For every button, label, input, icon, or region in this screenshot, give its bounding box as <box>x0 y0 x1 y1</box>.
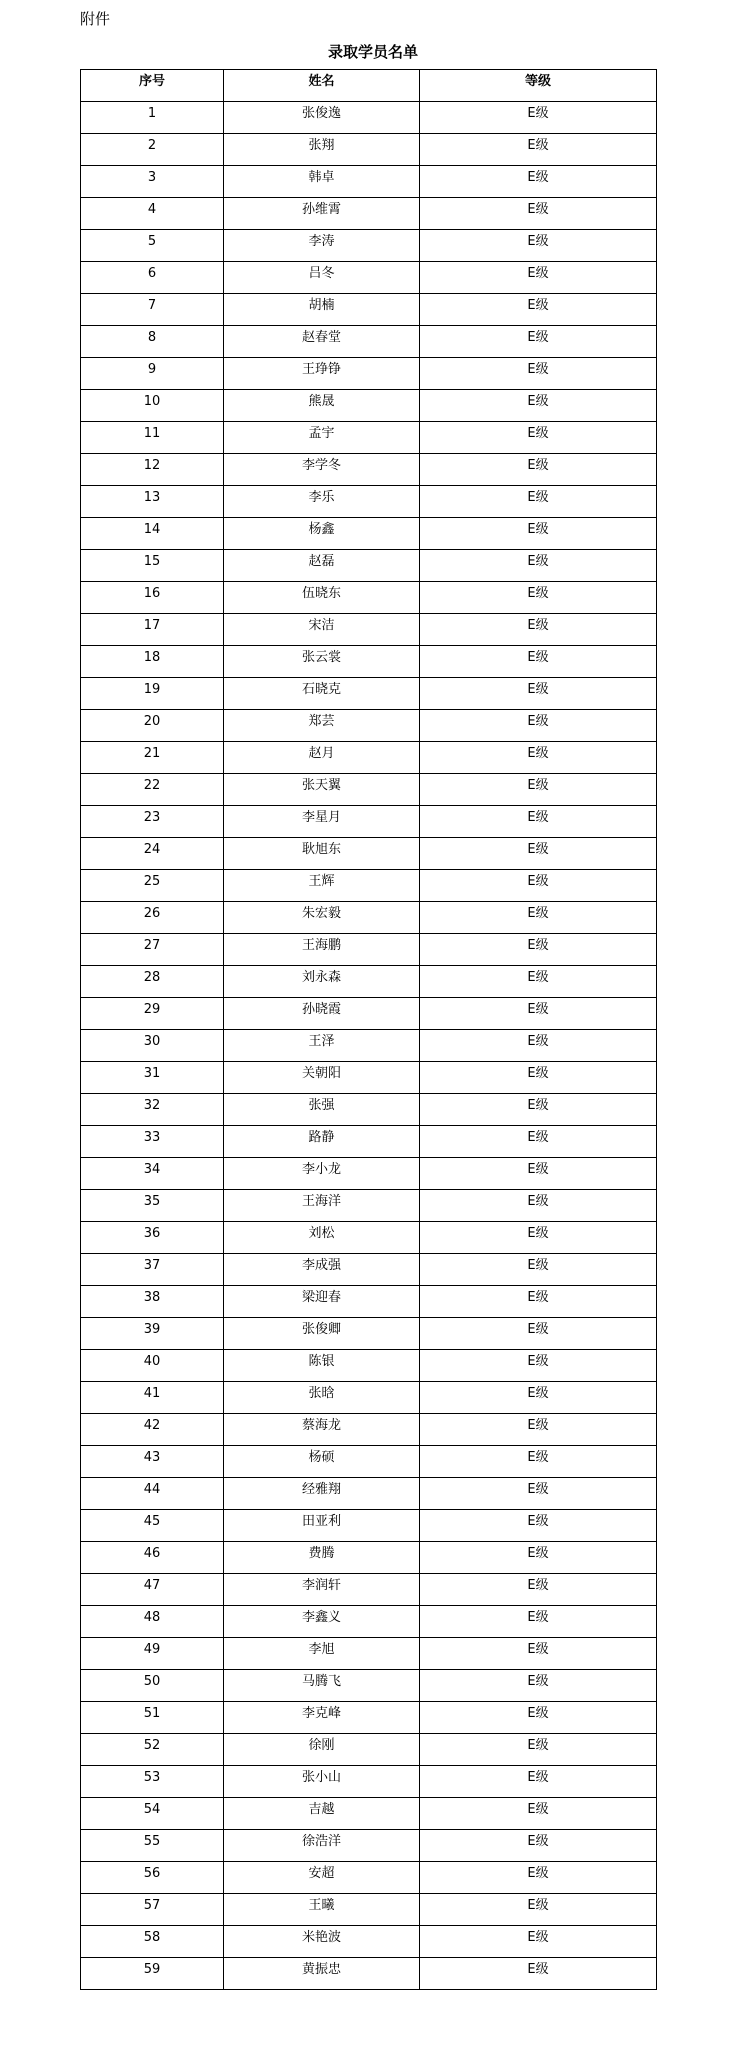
cell-name: 熊晟 <box>224 390 420 422</box>
cell-grade: E级 <box>420 1254 657 1286</box>
table-row <box>81 1350 657 1382</box>
cell-grade: E级 <box>420 582 657 614</box>
cell-number: 33 <box>81 1126 224 1158</box>
cell-name: 宋洁 <box>224 614 420 646</box>
cell-number: 5 <box>81 230 224 262</box>
column-header-grade: 等级 <box>420 70 657 102</box>
table-row <box>81 1382 657 1414</box>
cell-name: 赵春堂 <box>224 326 420 358</box>
table-row <box>81 1958 657 1990</box>
cell-grade: E级 <box>420 1734 657 1766</box>
table-row <box>81 1126 657 1158</box>
cell-number: 1 <box>81 102 224 134</box>
cell-grade: E级 <box>420 1030 657 1062</box>
cell-grade: E级 <box>420 166 657 198</box>
cell-number: 56 <box>81 1862 224 1894</box>
cell-number: 44 <box>81 1478 224 1510</box>
cell-number: 15 <box>81 550 224 582</box>
cell-name: 路静 <box>224 1126 420 1158</box>
cell-number: 11 <box>81 422 224 454</box>
table-row <box>81 710 657 742</box>
cell-number: 21 <box>81 742 224 774</box>
table-row <box>81 1702 657 1734</box>
cell-name: 王琤铮 <box>224 358 420 390</box>
table-row <box>81 582 657 614</box>
attachment-label: 附件 <box>80 10 111 28</box>
cell-name: 杨鑫 <box>224 518 420 550</box>
cell-number: 12 <box>81 454 224 486</box>
cell-number: 48 <box>81 1606 224 1638</box>
cell-grade: E级 <box>420 1158 657 1190</box>
cell-number: 40 <box>81 1350 224 1382</box>
cell-grade: E级 <box>420 326 657 358</box>
cell-number: 36 <box>81 1222 224 1254</box>
cell-number: 43 <box>81 1446 224 1478</box>
cell-number: 42 <box>81 1414 224 1446</box>
cell-grade: E级 <box>420 1574 657 1606</box>
cell-name: 吉越 <box>224 1798 420 1830</box>
cell-name: 孙维霄 <box>224 198 420 230</box>
cell-name: 米艳波 <box>224 1926 420 1958</box>
table-row <box>81 1030 657 1062</box>
cell-number: 13 <box>81 486 224 518</box>
cell-grade: E级 <box>420 1446 657 1478</box>
cell-grade: E级 <box>420 1670 657 1702</box>
cell-name: 耿旭东 <box>224 838 420 870</box>
cell-number: 24 <box>81 838 224 870</box>
cell-number: 3 <box>81 166 224 198</box>
cell-grade: E级 <box>420 1094 657 1126</box>
cell-grade: E级 <box>420 1382 657 1414</box>
cell-grade: E级 <box>420 518 657 550</box>
table-row <box>81 1478 657 1510</box>
cell-number: 58 <box>81 1926 224 1958</box>
table-row <box>81 678 657 710</box>
table-row <box>81 262 657 294</box>
cell-name: 吕冬 <box>224 262 420 294</box>
cell-name: 李润轩 <box>224 1574 420 1606</box>
cell-name: 李鑫义 <box>224 1606 420 1638</box>
table-row <box>81 966 657 998</box>
cell-number: 7 <box>81 294 224 326</box>
cell-name: 伍晓东 <box>224 582 420 614</box>
cell-grade: E级 <box>420 262 657 294</box>
cell-name: 张天翼 <box>224 774 420 806</box>
cell-grade: E级 <box>420 1702 657 1734</box>
cell-name: 石晓克 <box>224 678 420 710</box>
cell-name: 李学冬 <box>224 454 420 486</box>
table-row <box>81 1446 657 1478</box>
table-row <box>81 742 657 774</box>
cell-name: 马腾飞 <box>224 1670 420 1702</box>
cell-grade: E级 <box>420 1190 657 1222</box>
cell-name: 王海鹏 <box>224 934 420 966</box>
table-row <box>81 1158 657 1190</box>
cell-number: 10 <box>81 390 224 422</box>
cell-grade: E级 <box>420 934 657 966</box>
cell-grade: E级 <box>420 422 657 454</box>
table-row <box>81 1542 657 1574</box>
cell-grade: E级 <box>420 1830 657 1862</box>
cell-grade: E级 <box>420 774 657 806</box>
table-row <box>81 1670 657 1702</box>
cell-grade: E级 <box>420 1766 657 1798</box>
cell-number: 59 <box>81 1958 224 1990</box>
cell-number: 29 <box>81 998 224 1030</box>
table-row <box>81 198 657 230</box>
cell-number: 4 <box>81 198 224 230</box>
table-row <box>81 1062 657 1094</box>
cell-name: 刘永森 <box>224 966 420 998</box>
cell-name: 田亚利 <box>224 1510 420 1542</box>
cell-number: 57 <box>81 1894 224 1926</box>
cell-grade: E级 <box>420 1798 657 1830</box>
cell-name: 杨硕 <box>224 1446 420 1478</box>
cell-number: 22 <box>81 774 224 806</box>
cell-grade: E级 <box>420 678 657 710</box>
cell-name: 朱宏毅 <box>224 902 420 934</box>
cell-grade: E级 <box>420 742 657 774</box>
table-row <box>81 134 657 166</box>
cell-grade: E级 <box>420 486 657 518</box>
cell-grade: E级 <box>420 1958 657 1990</box>
cell-name: 赵磊 <box>224 550 420 582</box>
cell-number: 16 <box>81 582 224 614</box>
cell-number: 6 <box>81 262 224 294</box>
cell-number: 47 <box>81 1574 224 1606</box>
document-title: 录取学员名单 <box>327 43 418 61</box>
table-row <box>81 422 657 454</box>
cell-name: 李星月 <box>224 806 420 838</box>
cell-number: 45 <box>81 1510 224 1542</box>
table-row <box>81 774 657 806</box>
cell-name: 李小龙 <box>224 1158 420 1190</box>
table-row <box>81 838 657 870</box>
cell-name: 孟宇 <box>224 422 420 454</box>
cell-number: 8 <box>81 326 224 358</box>
cell-grade: E级 <box>420 1894 657 1926</box>
cell-grade: E级 <box>420 1126 657 1158</box>
cell-grade: E级 <box>420 646 657 678</box>
cell-name: 张小山 <box>224 1766 420 1798</box>
table-row <box>81 166 657 198</box>
cell-grade: E级 <box>420 390 657 422</box>
cell-grade: E级 <box>420 1862 657 1894</box>
table-row <box>81 1734 657 1766</box>
cell-grade: E级 <box>420 198 657 230</box>
cell-name: 张强 <box>224 1094 420 1126</box>
cell-number: 34 <box>81 1158 224 1190</box>
cell-grade: E级 <box>420 806 657 838</box>
table-row <box>81 294 657 326</box>
table-row <box>81 806 657 838</box>
cell-number: 17 <box>81 614 224 646</box>
cell-grade: E级 <box>420 358 657 390</box>
table-row <box>81 326 657 358</box>
cell-number: 14 <box>81 518 224 550</box>
table-row <box>81 1574 657 1606</box>
cell-grade: E级 <box>420 902 657 934</box>
cell-number: 55 <box>81 1830 224 1862</box>
cell-name: 李乐 <box>224 486 420 518</box>
cell-name: 孙晓霞 <box>224 998 420 1030</box>
cell-number: 30 <box>81 1030 224 1062</box>
column-header-number: 序号 <box>81 70 224 102</box>
cell-number: 38 <box>81 1286 224 1318</box>
cell-name: 王辉 <box>224 870 420 902</box>
cell-grade: E级 <box>420 134 657 166</box>
cell-grade: E级 <box>420 102 657 134</box>
cell-number: 23 <box>81 806 224 838</box>
cell-grade: E级 <box>420 1350 657 1382</box>
cell-number: 19 <box>81 678 224 710</box>
table-row <box>81 1094 657 1126</box>
table-row <box>81 102 657 134</box>
table-row <box>81 486 657 518</box>
cell-name: 经雅翔 <box>224 1478 420 1510</box>
table-row <box>81 934 657 966</box>
table-row <box>81 902 657 934</box>
table-row <box>81 1798 657 1830</box>
cell-number: 35 <box>81 1190 224 1222</box>
table-row <box>81 1926 657 1958</box>
cell-name: 徐浩洋 <box>224 1830 420 1862</box>
cell-name: 张俊逸 <box>224 102 420 134</box>
cell-name: 费腾 <box>224 1542 420 1574</box>
cell-name: 李涛 <box>224 230 420 262</box>
cell-number: 50 <box>81 1670 224 1702</box>
cell-grade: E级 <box>420 870 657 902</box>
admitted-students-table <box>80 69 657 1990</box>
cell-number: 27 <box>81 934 224 966</box>
table-row <box>81 1638 657 1670</box>
cell-number: 32 <box>81 1094 224 1126</box>
table-row <box>81 1510 657 1542</box>
cell-grade: E级 <box>420 1286 657 1318</box>
table-row <box>81 1254 657 1286</box>
cell-grade: E级 <box>420 1638 657 1670</box>
cell-grade: E级 <box>420 550 657 582</box>
cell-number: 39 <box>81 1318 224 1350</box>
table-row <box>81 1222 657 1254</box>
cell-name: 蔡海龙 <box>224 1414 420 1446</box>
table-row <box>81 358 657 390</box>
cell-number: 20 <box>81 710 224 742</box>
table-row <box>81 1286 657 1318</box>
cell-name: 韩卓 <box>224 166 420 198</box>
cell-name: 王泽 <box>224 1030 420 1062</box>
table-row <box>81 390 657 422</box>
cell-name: 李克峰 <box>224 1702 420 1734</box>
cell-name: 张云裳 <box>224 646 420 678</box>
cell-number: 49 <box>81 1638 224 1670</box>
cell-grade: E级 <box>420 1510 657 1542</box>
table-row <box>81 1830 657 1862</box>
cell-grade: E级 <box>420 1414 657 1446</box>
table-row <box>81 998 657 1030</box>
cell-name: 李旭 <box>224 1638 420 1670</box>
cell-number: 51 <box>81 1702 224 1734</box>
cell-name: 郑芸 <box>224 710 420 742</box>
table-row <box>81 454 657 486</box>
cell-grade: E级 <box>420 1062 657 1094</box>
cell-name: 胡楠 <box>224 294 420 326</box>
table-row <box>81 1414 657 1446</box>
table-row <box>81 646 657 678</box>
cell-name: 关朝阳 <box>224 1062 420 1094</box>
cell-grade: E级 <box>420 838 657 870</box>
cell-name: 黄振忠 <box>224 1958 420 1990</box>
cell-grade: E级 <box>420 1222 657 1254</box>
cell-grade: E级 <box>420 294 657 326</box>
cell-number: 53 <box>81 1766 224 1798</box>
table-row <box>81 1766 657 1798</box>
cell-number: 54 <box>81 1798 224 1830</box>
table-row <box>81 1862 657 1894</box>
cell-name: 张晗 <box>224 1382 420 1414</box>
cell-number: 25 <box>81 870 224 902</box>
cell-name: 张翔 <box>224 134 420 166</box>
cell-name: 赵月 <box>224 742 420 774</box>
cell-name: 王曦 <box>224 1894 420 1926</box>
cell-grade: E级 <box>420 454 657 486</box>
cell-grade: E级 <box>420 1478 657 1510</box>
cell-number: 37 <box>81 1254 224 1286</box>
cell-grade: E级 <box>420 1542 657 1574</box>
cell-name: 张俊卿 <box>224 1318 420 1350</box>
cell-number: 26 <box>81 902 224 934</box>
cell-grade: E级 <box>420 710 657 742</box>
cell-grade: E级 <box>420 1318 657 1350</box>
table-row <box>81 1318 657 1350</box>
cell-number: 28 <box>81 966 224 998</box>
cell-grade: E级 <box>420 614 657 646</box>
table-row <box>81 1190 657 1222</box>
cell-number: 46 <box>81 1542 224 1574</box>
cell-name: 王海洋 <box>224 1190 420 1222</box>
cell-grade: E级 <box>420 1606 657 1638</box>
cell-name: 刘松 <box>224 1222 420 1254</box>
table-row <box>81 518 657 550</box>
cell-name: 徐刚 <box>224 1734 420 1766</box>
column-header-name: 姓名 <box>224 70 420 102</box>
table-row <box>81 614 657 646</box>
cell-number: 9 <box>81 358 224 390</box>
cell-number: 31 <box>81 1062 224 1094</box>
cell-grade: E级 <box>420 230 657 262</box>
table-row <box>81 1606 657 1638</box>
table-row <box>81 870 657 902</box>
cell-name: 李成强 <box>224 1254 420 1286</box>
cell-number: 2 <box>81 134 224 166</box>
cell-number: 18 <box>81 646 224 678</box>
cell-grade: E级 <box>420 998 657 1030</box>
table-row <box>81 550 657 582</box>
cell-name: 陈银 <box>224 1350 420 1382</box>
cell-grade: E级 <box>420 966 657 998</box>
table-row <box>81 1894 657 1926</box>
cell-number: 52 <box>81 1734 224 1766</box>
cell-number: 41 <box>81 1382 224 1414</box>
cell-grade: E级 <box>420 1926 657 1958</box>
table-row <box>81 230 657 262</box>
table-header-row <box>81 70 657 102</box>
cell-name: 安超 <box>224 1862 420 1894</box>
cell-name: 梁迎春 <box>224 1286 420 1318</box>
